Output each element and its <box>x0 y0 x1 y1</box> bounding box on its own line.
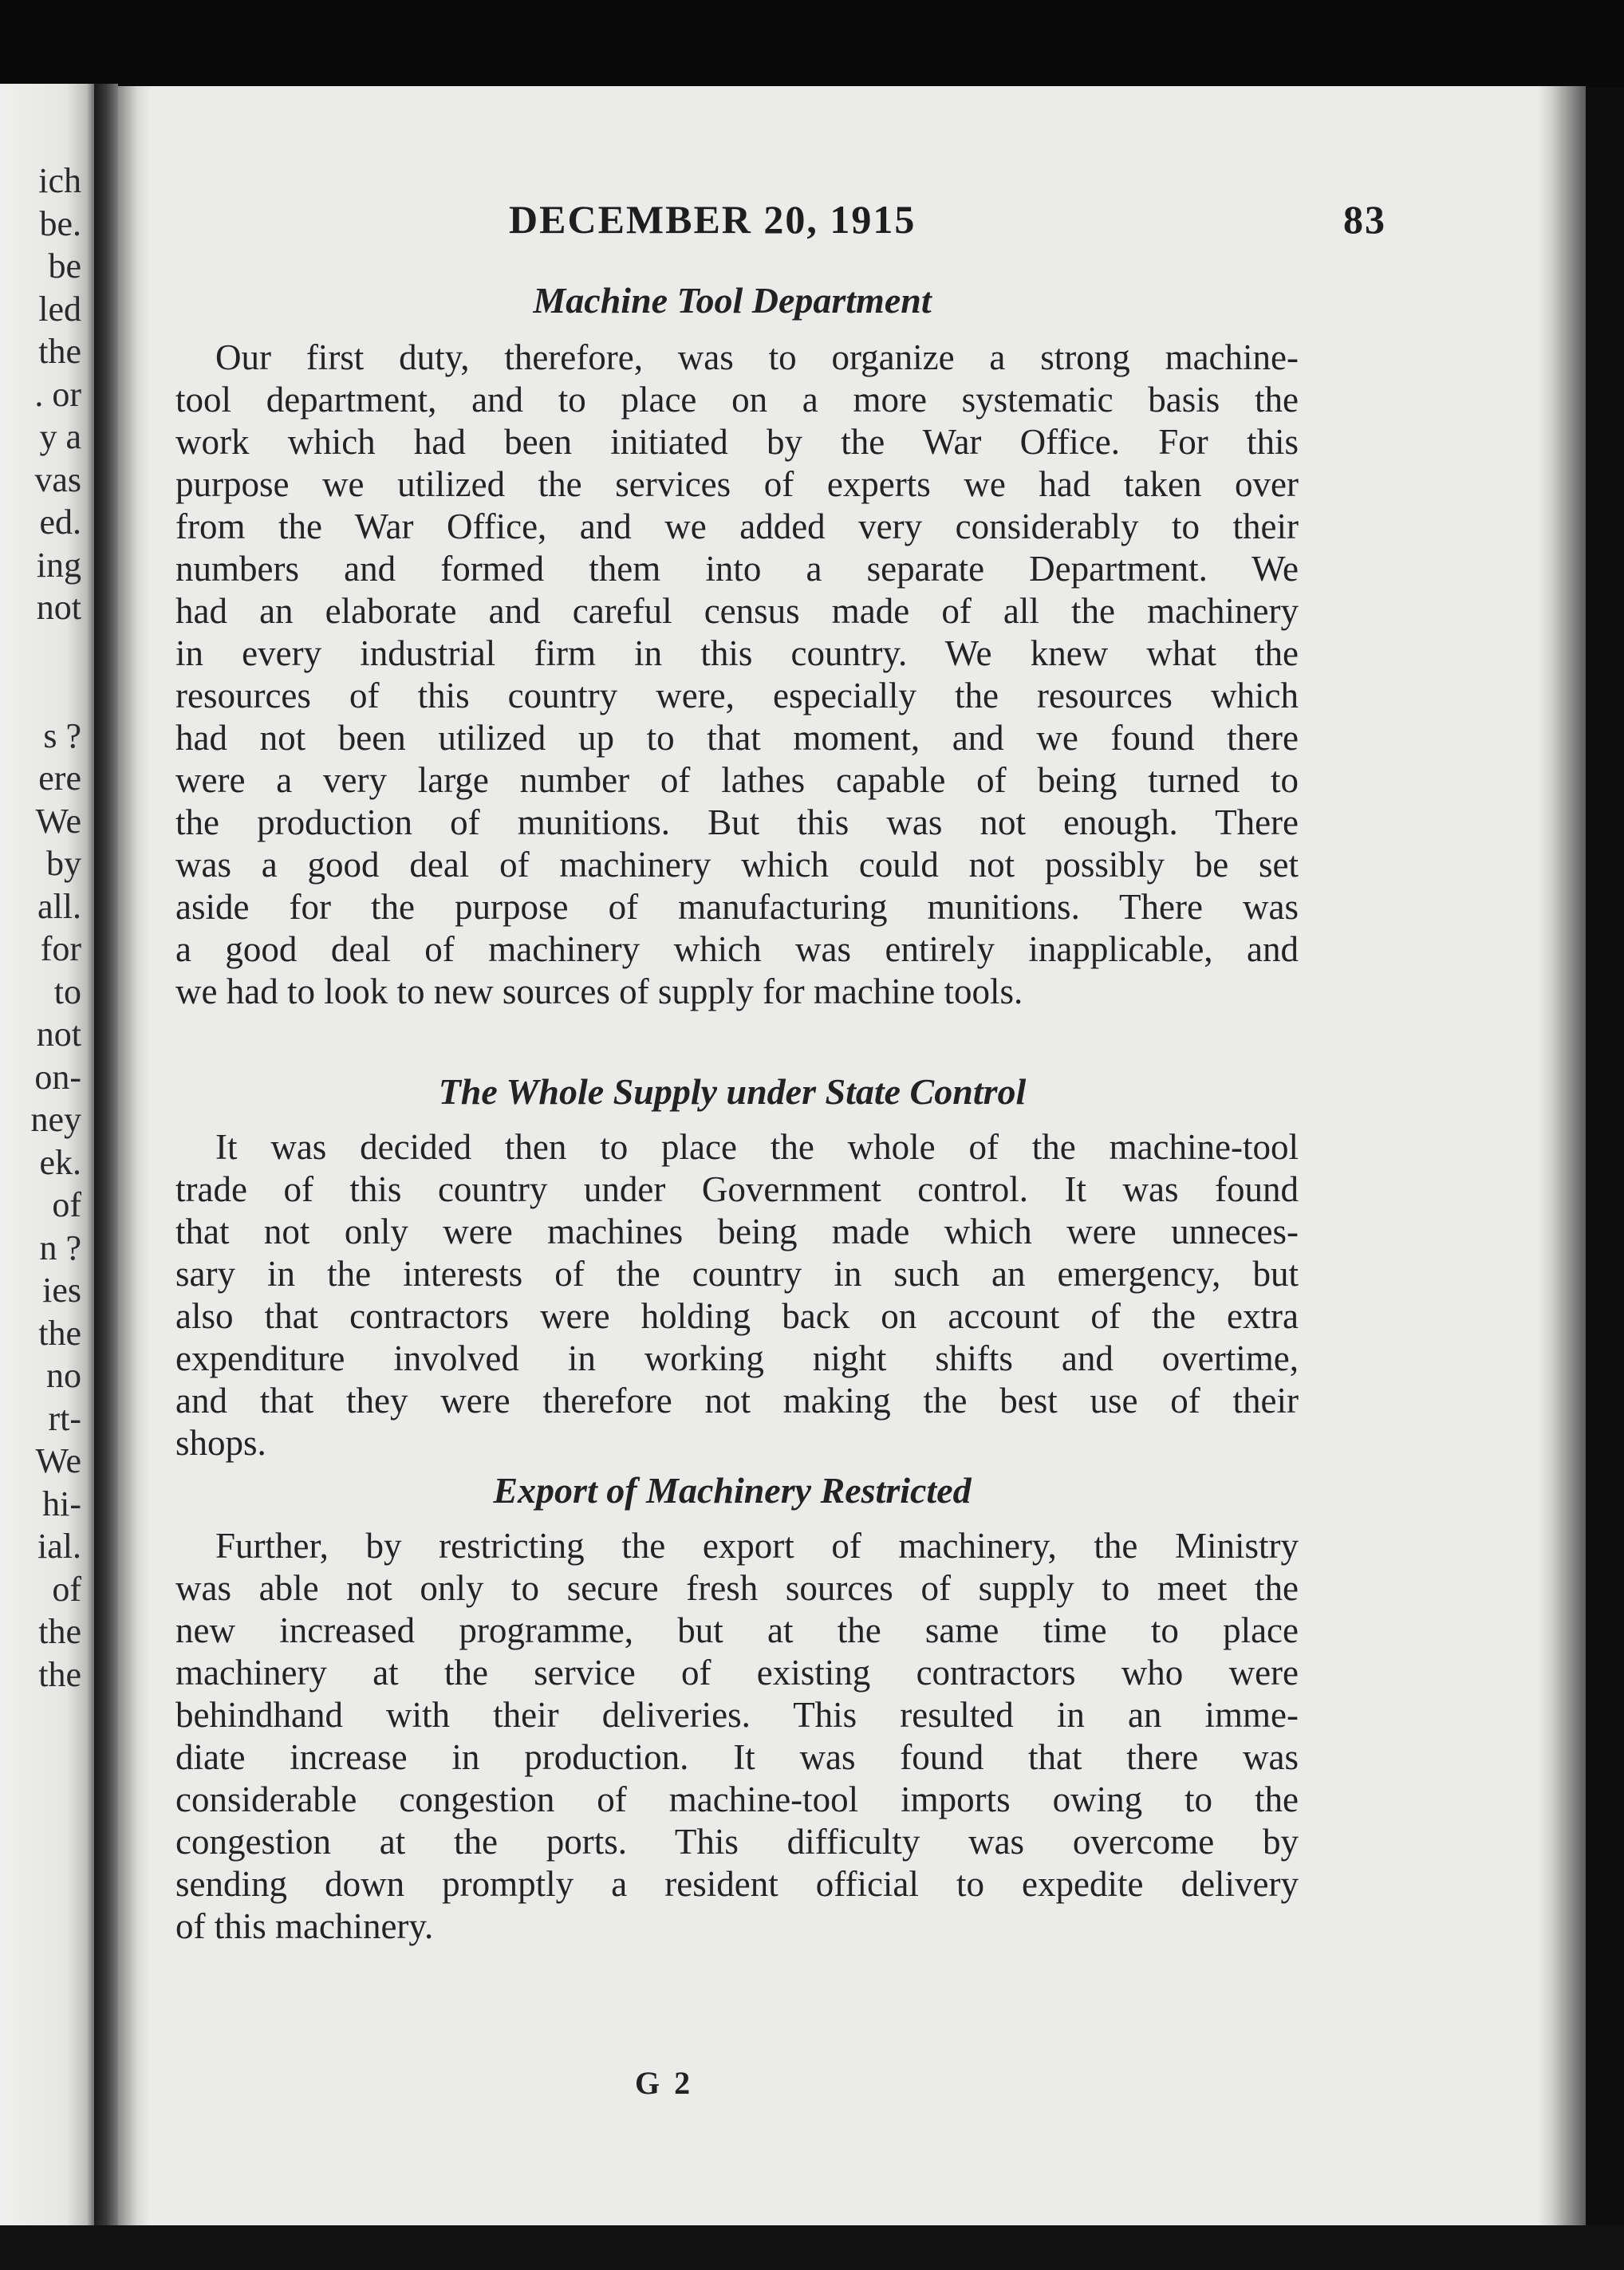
scan-bottom-border <box>0 2225 1624 2270</box>
text-line: a good deal of machinery which was entirely inapplicable, and <box>175 929 1299 969</box>
facing-page-line-fragment: ed. <box>39 502 81 542</box>
text-line: that not only were machines being made which were unneces- <box>175 1212 1299 1251</box>
text-line: tool department, and to place on a more systematic basis the <box>175 380 1299 420</box>
text-line: purpose we utilized the services of experts we had taken over <box>175 464 1299 504</box>
text-line: and that they were therefore not making the best use of their <box>175 1381 1299 1421</box>
text-line: machinery at the service of existing contractors who were <box>175 1653 1299 1693</box>
facing-page-line-fragment: We <box>35 1441 81 1480</box>
text-line: numbers and formed them into a separate Department. We <box>175 549 1299 589</box>
facing-page-line-fragment: n ? <box>39 1228 81 1267</box>
text-line: sending down promptly a resident official to expedite delivery <box>175 1864 1299 1904</box>
text-line: new increased programme, but at the same time to place <box>175 1610 1299 1650</box>
facing-page-line-fragment: for <box>40 929 81 968</box>
facing-page-line-fragment: hi- <box>42 1484 81 1523</box>
signature-mark: G 2 <box>635 2065 694 2101</box>
text-line: also that contractors were holding back on account of the extra <box>175 1296 1299 1336</box>
facing-page-line-fragment: all. <box>37 886 81 926</box>
facing-page-line-fragment: ek. <box>39 1142 81 1182</box>
facing-page-line-fragment: ing <box>36 545 81 585</box>
facing-page-line-fragment: ich <box>38 161 81 200</box>
text-line: aside for the purpose of manufacturing munitions. There was <box>175 887 1299 927</box>
facing-page-line-fragment: by <box>46 844 81 883</box>
facing-page-line-fragment: to <box>53 971 81 1011</box>
page-right-shade <box>1538 86 1586 2225</box>
text-line: was able not only to secure fresh sources of supply to meet the <box>175 1568 1299 1608</box>
facing-page-line-fragment: not <box>36 588 81 627</box>
facing-page-line-fragment: of <box>52 1185 81 1224</box>
facing-page-line-fragment: rt- <box>48 1398 81 1438</box>
document-page <box>118 86 1586 2225</box>
facing-page-line-fragment: y a <box>39 417 81 456</box>
facing-page-line-fragment: ere <box>38 759 81 798</box>
facing-page-line-fragment: not <box>36 1015 81 1054</box>
text-line: Our first duty, therefore, was to organize a strong machine- <box>215 337 1299 377</box>
text-line: sary in the interests of the country in such an emergency, but <box>175 1254 1299 1294</box>
text-line: trade of this country under Government control. It was found <box>175 1169 1299 1209</box>
text-line: were a very large number of lathes capable of being turned to <box>175 760 1299 800</box>
facing-page-line-fragment: the <box>38 332 81 371</box>
facing-page-line-fragment: . or <box>34 374 81 414</box>
text-line: congestion at the ports. This difficulty was overcome by <box>175 1822 1299 1862</box>
text-line: Further, by restricting the export of machinery, the Ministry <box>215 1526 1299 1566</box>
text-line: from the War Office, and we added very considerably to their <box>175 506 1299 546</box>
text-line: in every industrial firm in this country. We knew what the <box>175 633 1299 673</box>
facing-page-fragment <box>0 84 94 2225</box>
facing-page-line-fragment: ies <box>42 1271 81 1310</box>
text-line: expenditure involved in working night shifts and overtime, <box>175 1338 1299 1378</box>
section-heading-machine-tool-department: Machine Tool Department <box>533 280 932 321</box>
facing-page-line-fragment: on- <box>34 1057 81 1097</box>
facing-page-line-fragment: ial. <box>37 1527 81 1566</box>
facing-page-line-fragment: the <box>38 1654 81 1694</box>
text-line: had not been utilized up to that moment, and we found there <box>175 718 1299 758</box>
scan-top-border <box>0 0 1624 88</box>
paragraph-state-control <box>175 1126 1299 1464</box>
facing-page-line-fragment: the <box>38 1313 81 1353</box>
paragraph-machine-tool-department <box>175 337 1299 1013</box>
text-line: considerable congestion of machine-tool imports owing to the <box>175 1779 1299 1819</box>
facing-page-line-fragment: of <box>52 1569 81 1609</box>
text-line: the production of munitions. But this was not enough. There <box>175 802 1299 842</box>
facing-page-line-fragment: the <box>38 1612 81 1651</box>
page-left-shade <box>118 86 150 2225</box>
text-line: It was decided then to place the whole of the machine-tool <box>215 1127 1299 1167</box>
text-line: of this machinery. <box>175 1906 434 1946</box>
text-line: diate increase in production. It was found that there was <box>175 1737 1299 1777</box>
section-heading-export-restricted: Export of Machinery Restricted <box>493 1470 972 1511</box>
text-line: was a good deal of machinery which could not possibly be set <box>175 845 1299 885</box>
text-line: had an elaborate and careful census made of all the machinery <box>175 591 1299 631</box>
facing-page-line-fragment: We <box>35 801 81 841</box>
text-line: we had to look to new sources of supply for machine tools. <box>175 971 1023 1011</box>
page-number: 83 <box>1343 197 1386 242</box>
running-head-date: DECEMBER 20, 1915 <box>509 197 916 242</box>
paragraph-export-restricted <box>175 1525 1299 1948</box>
facing-page-line-fragment: be <box>48 246 81 286</box>
section-heading-state-control: The Whole Supply under State Control <box>438 1071 1027 1112</box>
facing-page-line-fragment: led <box>38 289 81 329</box>
text-line: behindhand with their deliveries. This resulted in an imme- <box>175 1695 1299 1735</box>
facing-page-line-fragment: be. <box>39 203 81 243</box>
text-line: resources of this country were, especially the resources which <box>175 676 1299 715</box>
text-line: work which had been initiated by the War Office. For this <box>175 422 1299 462</box>
facing-page-line-fragment: no <box>46 1356 81 1395</box>
text-line: shops. <box>175 1423 266 1463</box>
facing-page-line-fragment: s ? <box>43 715 81 755</box>
facing-page-line-fragment: ney <box>30 1100 81 1139</box>
facing-page-line-fragment: vas <box>34 459 81 499</box>
book-gutter-shadow <box>94 84 118 2225</box>
